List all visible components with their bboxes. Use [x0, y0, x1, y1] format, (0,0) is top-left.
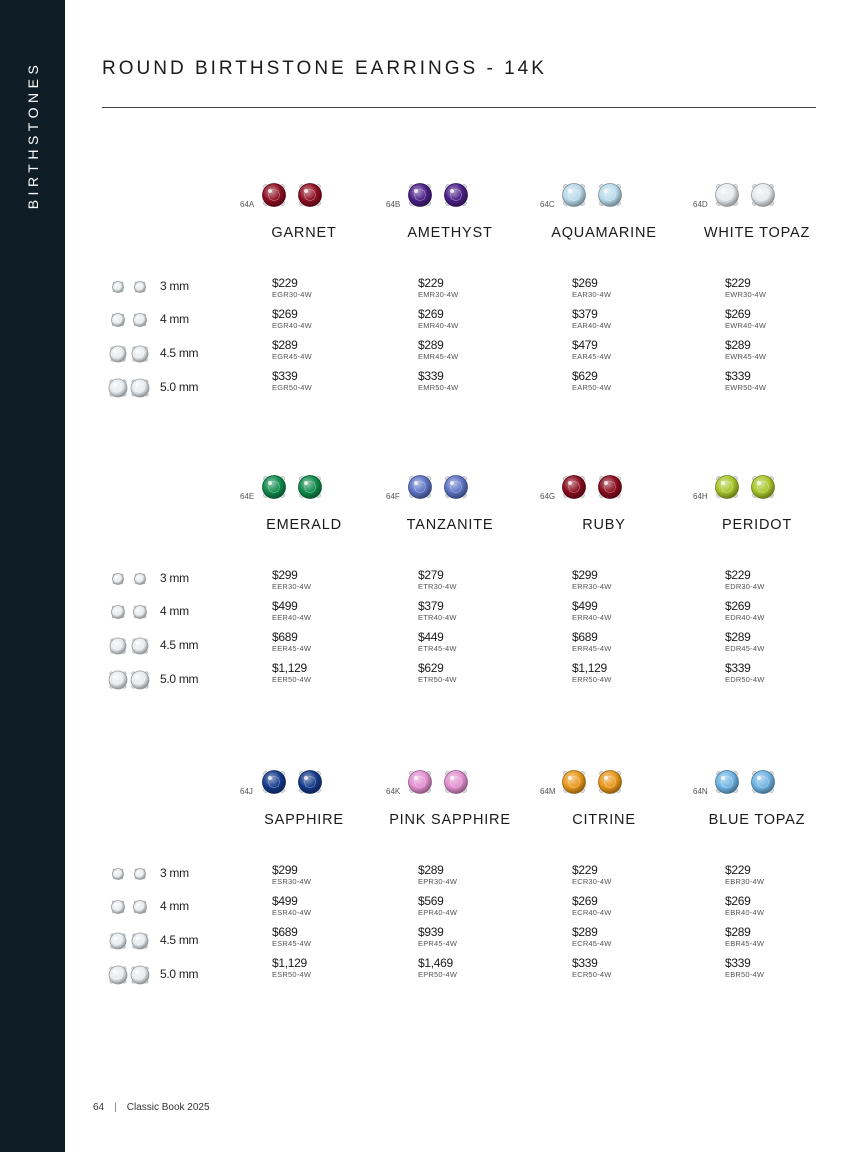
sku: EMR50-4W — [418, 383, 459, 392]
page-title: ROUND BIRTHSTONE EARRINGS - 14K — [102, 58, 547, 79]
price: $289 — [418, 863, 444, 877]
gemstone-icon — [113, 869, 124, 880]
product-section — [0, 765, 864, 1025]
price-entry — [572, 569, 682, 592]
gemstone-icon — [135, 574, 146, 585]
size-label: 5.0 mm — [160, 967, 199, 981]
price: $939 — [418, 925, 444, 939]
price-entry — [272, 600, 382, 623]
price: $299 — [572, 568, 598, 582]
earring-pair-image — [404, 767, 484, 797]
sku: EDR50-4W — [725, 675, 765, 684]
price-entry — [725, 339, 835, 362]
gemstone-icon — [109, 671, 127, 689]
price: $569 — [418, 894, 444, 908]
price: $279 — [418, 568, 444, 582]
gemstone-icon — [131, 379, 149, 397]
gemstone-icon — [445, 476, 468, 499]
size-sample-icon — [104, 929, 154, 953]
stone-name: WHITE TOPAZ — [703, 225, 811, 241]
price: $689 — [572, 630, 598, 644]
price: $269 — [725, 894, 751, 908]
price-entry — [572, 662, 682, 685]
size-label: 4 mm — [160, 604, 189, 618]
size-label: 3 mm — [160, 571, 189, 585]
sku: EDR45-4W — [725, 644, 765, 653]
size-label: 5.0 mm — [160, 380, 199, 394]
price-entry — [418, 569, 528, 592]
price: $289 — [418, 338, 444, 352]
sku: EBR40-4W — [725, 908, 765, 917]
stone-name: PERIDOT — [721, 517, 793, 533]
sku: ETR30-4W — [418, 582, 457, 591]
price-entry — [272, 308, 382, 331]
stone-name: PINK SAPPHIRE — [389, 812, 511, 828]
price-entry — [272, 895, 382, 918]
size-label: 3 mm — [160, 866, 189, 880]
price: $299 — [272, 863, 298, 877]
gemstone-icon — [409, 184, 432, 207]
price-entry — [418, 957, 528, 980]
price: $269 — [572, 276, 598, 290]
price: $269 — [725, 599, 751, 613]
product-code: 64E — [240, 492, 255, 501]
product-code: 64M — [540, 787, 556, 796]
gemstone-icon — [109, 966, 127, 984]
price-entry — [272, 926, 382, 949]
price-entry — [572, 926, 682, 949]
sku: ESR30-4W — [272, 877, 312, 886]
product-code: 64A — [240, 200, 255, 209]
sku: ESR50-4W — [272, 970, 312, 979]
price: $269 — [418, 307, 444, 321]
sku: ESR40-4W — [272, 908, 312, 917]
product-code: 64K — [386, 787, 401, 796]
earring-pair-image — [258, 180, 338, 210]
product-code: 64G — [540, 492, 556, 501]
price-entry — [418, 895, 528, 918]
gemstone-icon — [263, 476, 286, 499]
price-entry — [725, 926, 835, 949]
size-sample-icon — [104, 862, 154, 886]
stone-name: TANZANITE — [406, 517, 494, 533]
price: $339 — [418, 369, 444, 383]
price-entry — [725, 600, 835, 623]
price: $289 — [725, 925, 751, 939]
gemstone-icon — [135, 282, 146, 293]
price: $229 — [725, 568, 751, 582]
gemstone-icon — [716, 476, 739, 499]
sku: EBR30-4W — [725, 877, 765, 886]
product-section — [0, 470, 864, 730]
price: $339 — [572, 956, 598, 970]
sku: EAR40-4W — [572, 321, 612, 330]
price-entry — [572, 600, 682, 623]
sku: EER45-4W — [272, 644, 312, 653]
size-label: 5.0 mm — [160, 672, 199, 686]
gemstone-icon — [110, 638, 126, 654]
sku: EGR30-4W — [272, 290, 312, 299]
title-divider — [102, 107, 816, 108]
gemstone-icon — [112, 606, 125, 619]
gemstone-icon — [131, 671, 149, 689]
price-entry — [418, 308, 528, 331]
size-sample-icon — [104, 342, 154, 366]
gemstone-icon — [299, 184, 322, 207]
sku: ERR40-4W — [572, 613, 612, 622]
price-entry — [725, 631, 835, 654]
price-entry — [725, 957, 835, 980]
size-sample-icon — [104, 668, 154, 692]
sidebar-label: BIRTHSTONES — [25, 60, 41, 210]
price-entry — [418, 631, 528, 654]
sku: EPR40-4W — [418, 908, 458, 917]
size-sample-icon — [104, 963, 154, 987]
gemstone-icon — [599, 184, 622, 207]
price-entry — [418, 662, 528, 685]
earring-pair-image — [258, 767, 338, 797]
product-code: 64D — [693, 200, 708, 209]
price: $1,129 — [572, 661, 607, 675]
price: $379 — [572, 307, 598, 321]
stone-name: RUBY — [582, 517, 626, 533]
price-entry — [572, 631, 682, 654]
price: $499 — [572, 599, 598, 613]
sku: EWR45-4W — [725, 352, 767, 361]
product-code: 64F — [386, 492, 400, 501]
sku: ETR40-4W — [418, 613, 457, 622]
size-label: 4 mm — [160, 899, 189, 913]
price-entry — [572, 308, 682, 331]
product-code: 64H — [693, 492, 708, 501]
sku: EAR50-4W — [572, 383, 612, 392]
gemstone-icon — [716, 184, 739, 207]
price-entry — [725, 895, 835, 918]
gemstone-icon — [299, 476, 322, 499]
earring-pair-image — [258, 472, 338, 502]
size-sample-icon — [104, 600, 154, 624]
product-code: 64C — [540, 200, 555, 209]
earring-pair-image — [558, 472, 638, 502]
gemstone-icon — [109, 379, 127, 397]
sku: EWR40-4W — [725, 321, 767, 330]
gemstone-icon — [716, 771, 739, 794]
price: $499 — [272, 599, 298, 613]
size-sample-icon — [104, 376, 154, 400]
price: $629 — [572, 369, 598, 383]
gemstone-icon — [263, 771, 286, 794]
price: $229 — [572, 863, 598, 877]
gemstone-icon — [135, 869, 146, 880]
price-entry — [572, 957, 682, 980]
footer-separator: | — [114, 1102, 117, 1113]
gemstone-icon — [752, 476, 775, 499]
price-entry — [418, 864, 528, 887]
price: $339 — [272, 369, 298, 383]
product-code: 64J — [240, 787, 253, 796]
price-entry — [572, 370, 682, 393]
price-entry — [418, 277, 528, 300]
sku: EDR30-4W — [725, 582, 765, 591]
price: $499 — [272, 894, 298, 908]
product-section — [0, 178, 864, 438]
size-label: 4.5 mm — [160, 346, 199, 360]
price: $689 — [272, 925, 298, 939]
price-entry — [725, 662, 835, 685]
price-entry — [572, 895, 682, 918]
sku: EER50-4W — [272, 675, 312, 684]
price: $269 — [572, 894, 598, 908]
sku: EBR50-4W — [725, 970, 765, 979]
price-entry — [725, 569, 835, 592]
price-entry — [725, 864, 835, 887]
price: $289 — [572, 925, 598, 939]
price: $269 — [272, 307, 298, 321]
gemstone-icon — [134, 901, 147, 914]
price: $449 — [418, 630, 444, 644]
sku: ECR50-4W — [572, 970, 612, 979]
price-entry — [272, 569, 382, 592]
page-footer — [93, 1102, 210, 1113]
price-entry — [725, 370, 835, 393]
stone-name: EMERALD — [266, 517, 342, 533]
earring-pair-image — [404, 472, 484, 502]
size-sample-icon — [104, 634, 154, 658]
gemstone-icon — [110, 346, 126, 362]
size-sample-icon — [104, 567, 154, 591]
stone-name: SAPPHIRE — [264, 812, 344, 828]
gemstone-icon — [445, 184, 468, 207]
earring-pair-image — [558, 180, 638, 210]
gemstone-icon — [110, 933, 126, 949]
sku: EMR45-4W — [418, 352, 459, 361]
price: $339 — [725, 369, 751, 383]
gemstone-icon — [113, 282, 124, 293]
gemstone-icon — [113, 574, 124, 585]
gemstone-icon — [563, 476, 586, 499]
price: $629 — [418, 661, 444, 675]
gemstone-icon — [132, 638, 148, 654]
price-entry — [418, 370, 528, 393]
gemstone-icon — [134, 314, 147, 327]
earring-pair-image — [711, 472, 791, 502]
price-entry — [572, 339, 682, 362]
price: $289 — [272, 338, 298, 352]
price: $689 — [272, 630, 298, 644]
price-entry — [272, 864, 382, 887]
price-entry — [418, 926, 528, 949]
gemstone-icon — [599, 771, 622, 794]
gemstone-icon — [112, 901, 125, 914]
price: $339 — [725, 661, 751, 675]
sku: EGR50-4W — [272, 383, 312, 392]
price-entry — [725, 277, 835, 300]
sku: EAR45-4W — [572, 352, 612, 361]
gemstone-icon — [263, 184, 286, 207]
price: $1,129 — [272, 661, 307, 675]
price-entry — [418, 339, 528, 362]
sku: EDR40-4W — [725, 613, 765, 622]
sku: ESR45-4W — [272, 939, 312, 948]
price-entry — [572, 864, 682, 887]
gemstone-icon — [131, 966, 149, 984]
price: $229 — [725, 276, 751, 290]
sku: ERR45-4W — [572, 644, 612, 653]
price-entry — [272, 631, 382, 654]
price: $299 — [272, 568, 298, 582]
gemstone-icon — [132, 346, 148, 362]
sku: EBR45-4W — [725, 939, 765, 948]
gemstone-icon — [752, 184, 775, 207]
price: $229 — [272, 276, 298, 290]
sku: ECR45-4W — [572, 939, 612, 948]
price-entry — [272, 277, 382, 300]
stone-name: GARNET — [271, 225, 337, 241]
product-code: 64N — [693, 787, 708, 796]
gemstone-icon — [132, 933, 148, 949]
price: $379 — [418, 599, 444, 613]
stone-name: CITRINE — [572, 812, 636, 828]
gemstone-icon — [409, 771, 432, 794]
gemstone-icon — [409, 476, 432, 499]
gemstone-icon — [112, 314, 125, 327]
gemstone-icon — [563, 184, 586, 207]
price: $269 — [725, 307, 751, 321]
size-label: 4.5 mm — [160, 933, 199, 947]
earring-pair-image — [404, 180, 484, 210]
sku: EGR40-4W — [272, 321, 312, 330]
sku: EAR30-4W — [572, 290, 612, 299]
gemstone-icon — [752, 771, 775, 794]
size-label: 3 mm — [160, 279, 189, 293]
size-sample-icon — [104, 308, 154, 332]
sku: EER30-4W — [272, 582, 312, 591]
sku: EMR30-4W — [418, 290, 459, 299]
stone-name: BLUE TOPAZ — [708, 812, 806, 828]
price: $479 — [572, 338, 598, 352]
gemstone-icon — [134, 606, 147, 619]
sku: ECR40-4W — [572, 908, 612, 917]
sku: EPR50-4W — [418, 970, 458, 979]
sku: ETR45-4W — [418, 644, 457, 653]
earring-pair-image — [558, 767, 638, 797]
page-number: 64 — [93, 1102, 105, 1113]
price-entry — [272, 339, 382, 362]
price-entry — [418, 600, 528, 623]
sku: EWR30-4W — [725, 290, 767, 299]
price: $229 — [418, 276, 444, 290]
price-entry — [272, 370, 382, 393]
gemstone-icon — [599, 476, 622, 499]
size-label: 4.5 mm — [160, 638, 199, 652]
gemstone-icon — [563, 771, 586, 794]
price: $289 — [725, 630, 751, 644]
gemstone-icon — [299, 771, 322, 794]
sku: ETR50-4W — [418, 675, 457, 684]
sku: EPR30-4W — [418, 877, 458, 886]
price: $289 — [725, 338, 751, 352]
gemstone-icon — [445, 771, 468, 794]
size-sample-icon — [104, 895, 154, 919]
sku: ERR50-4W — [572, 675, 612, 684]
sku: EGR45-4W — [272, 352, 312, 361]
price: $1,469 — [418, 956, 453, 970]
price-entry — [725, 308, 835, 331]
earring-pair-image — [711, 767, 791, 797]
product-code: 64B — [386, 200, 401, 209]
price-entry — [572, 277, 682, 300]
sku: EPR45-4W — [418, 939, 458, 948]
price-entry — [272, 662, 382, 685]
price: $229 — [725, 863, 751, 877]
stone-name: AMETHYST — [407, 225, 493, 241]
sku: ERR30-4W — [572, 582, 612, 591]
earring-pair-image — [711, 180, 791, 210]
price: $339 — [725, 956, 751, 970]
sku: ECR30-4W — [572, 877, 612, 886]
size-sample-icon — [104, 275, 154, 299]
book-title: Classic Book 2025 — [126, 1102, 210, 1113]
price-entry — [272, 957, 382, 980]
stone-name: AQUAMARINE — [551, 225, 657, 241]
size-label: 4 mm — [160, 312, 189, 326]
sku: EWR50-4W — [725, 383, 767, 392]
price: $1,129 — [272, 956, 307, 970]
sku: EER40-4W — [272, 613, 312, 622]
sku: EMR40-4W — [418, 321, 459, 330]
